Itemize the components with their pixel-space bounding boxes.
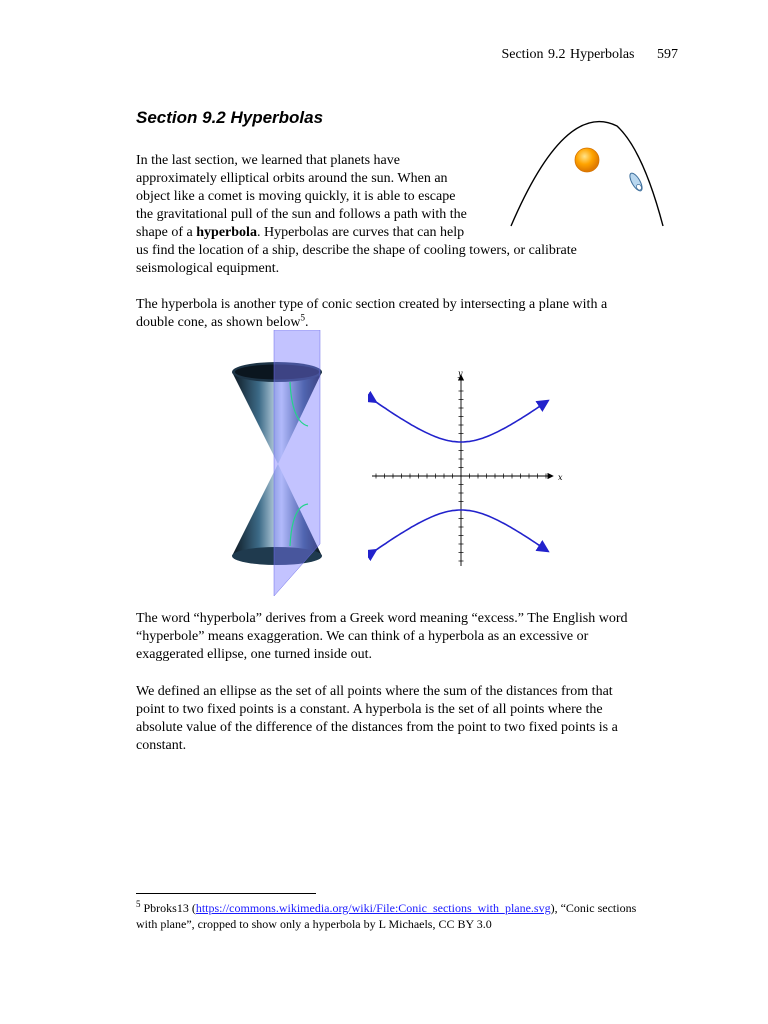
footnote-source-link[interactable]: https://commons.wikimedia.org/wiki/File:Conic_sections_with_plane.svg [195,901,551,915]
footnote-divider [136,893,316,894]
x-axis-label: x [558,473,563,482]
footnote-reference[interactable]: 5 [300,312,305,323]
definition-paragraph: We defined an ellipse as the set of all points where the sum of the distances from that point to two fixed points is a constant. A hyperbola is the set of all points where the absolute value of the difference of the distances from the point to two fixed points is a constant. [136,684,618,753]
footnote: $^5$ Pbroks13 (https://commons.wikimedia.org/wiki/File:Conic_sections_with_plane.svg), “Conic sections with plane”, cropped to show only a hyperbola by L Michaels, CC BY 3.0 [136,899,637,931]
running-title: Section 9.2 Hyperbolas [501,47,635,62]
conic-section-paragraph: The hyperbola is another type of conic section created by intersecting a plane with a double cone, as shown below$^5$. [136,297,608,330]
word-origin-paragraph: The word “hyperbola” derives from a Greek word meaning “excess.” The English word “hyperbole” means exaggeration. We can think of a hyperbola as an excessive or exaggerated ellipse, one turned inside out. [136,611,628,662]
running-header [501,47,678,63]
intro-paragraph: In the last section, we learned that planets have approximately elliptical orbits around the sun. When an object like a comet is moving quickly, it is able to escape the gravitational pull of the sun and follows a path with the shape of a hyperbola. Hyperbolas are curves that can help us find the location of a ship, describe the shape of cooling towers, or calibrate seismological equipment. [136,153,577,276]
section-title: Section 9.2 Hyperbolas [136,108,324,127]
page-number: 597 [657,47,678,62]
footnote-marker: 5 [136,899,141,909]
term-hyperbola: hyperbola [196,225,257,240]
double-cone-figure [228,330,328,596]
hyperbola-graph [368,366,568,576]
y-axis-label: y [458,369,463,378]
